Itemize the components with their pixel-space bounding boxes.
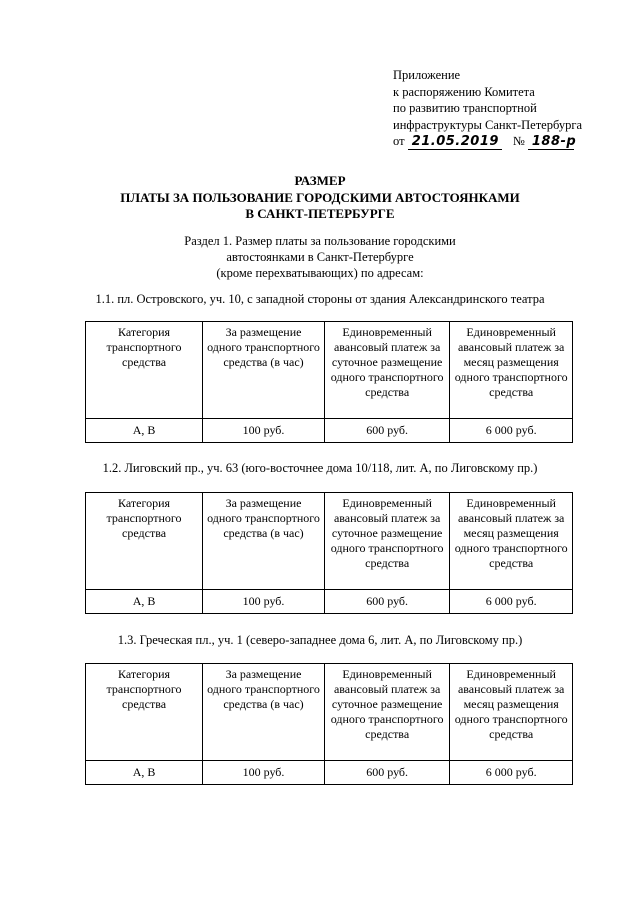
number-prefix: № <box>512 134 525 148</box>
title-line-3: В САНКТ-ПЕТЕРБУРГЕ <box>245 206 395 221</box>
fee-table-2 <box>85 492 573 614</box>
col-daily-fee: Единовременный авансовый платеж за суточное размещение одного транспортного средства <box>324 664 449 761</box>
section-line-3: (кроме перехватывающих) по адресам: <box>216 266 424 280</box>
cell-daily: 600 руб. <box>324 419 449 443</box>
location-heading-2: 1.2. Лиговский пр., уч. 63 (юго-восточнее дома 10/118, лит. А, по Лиговскому пр.) <box>102 461 538 475</box>
fee-table-3 <box>85 663 573 785</box>
fee-table-1 <box>85 321 573 443</box>
col-monthly-fee: Единовременный авансовый платеж за месяц размещения одного транспортного средства <box>450 493 573 590</box>
appendix-title: Приложение <box>393 68 461 82</box>
cell-monthly: 6 000 руб. <box>450 419 573 443</box>
appendix-date-line <box>393 133 582 150</box>
section-line-2: автостоянками в Санкт-Петербурге <box>226 250 414 264</box>
section-line-1: Раздел 1. Размер платы за пользование городскими <box>184 234 456 248</box>
col-vehicle-category: Категория транспортного средства <box>86 493 203 590</box>
handwritten-date: 21.05.2019 <box>408 135 502 150</box>
col-hourly-fee: За размещение одного транспортного средства (в час) <box>203 664 325 761</box>
table-header-row <box>86 322 573 419</box>
table-header-row <box>86 493 573 590</box>
appendix-block <box>393 67 582 150</box>
col-daily-fee: Единовременный авансовый платеж за суточное размещение одного транспортного средства <box>324 493 449 590</box>
appendix-line-3: по развитию транспортной <box>393 101 537 115</box>
date-prefix: от <box>393 134 405 148</box>
col-vehicle-category: Категория транспортного средства <box>86 664 203 761</box>
col-monthly-fee: Единовременный авансовый платеж за месяц размещения одного транспортного средства <box>450 322 573 419</box>
col-hourly-fee: За размещение одного транспортного средства (в час) <box>203 493 325 590</box>
cell-daily: 600 руб. <box>324 590 449 614</box>
col-hourly-fee: За размещение одного транспортного средства (в час) <box>203 322 325 419</box>
cell-hourly: 100 руб. <box>203 761 325 785</box>
document-title <box>0 173 640 223</box>
col-vehicle-category: Категория транспортного средства <box>86 322 203 419</box>
location-heading-3: 1.3. Греческая пл., уч. 1 (северо-западнее дома 6, лит. А, по Лиговскому пр.) <box>117 633 523 647</box>
title-line-2: ПЛАТЫ ЗА ПОЛЬЗОВАНИЕ ГОРОДСКИМИ АВТОСТОЯНКАМИ <box>120 189 520 205</box>
location-heading-1: 1.1. пл. Островского, уч. 10, с западной стороны от здания Александринского театра <box>95 292 545 306</box>
cell-category: А, В <box>86 419 203 443</box>
table-row <box>86 761 573 785</box>
appendix-line-4: инфраструктуры Санкт-Петербурга <box>393 117 583 132</box>
section-heading <box>0 233 640 281</box>
table-row <box>86 419 573 443</box>
cell-monthly: 6 000 руб. <box>450 761 573 785</box>
cell-daily: 600 руб. <box>324 761 449 785</box>
cell-category: А, В <box>86 761 203 785</box>
cell-hourly: 100 руб. <box>203 419 325 443</box>
table-header-row <box>86 664 573 761</box>
handwritten-number: 188-р <box>528 135 574 150</box>
col-monthly-fee: Единовременный авансовый платеж за месяц размещения одного транспортного средства <box>450 664 573 761</box>
table-row <box>86 590 573 614</box>
cell-monthly: 6 000 руб. <box>450 590 573 614</box>
col-daily-fee: Единовременный авансовый платеж за суточное размещение одного транспортного средства <box>324 322 449 419</box>
cell-hourly: 100 руб. <box>203 590 325 614</box>
cell-category: А, В <box>86 590 203 614</box>
appendix-line-2: к распоряжению Комитета <box>393 84 535 99</box>
title-line-1: РАЗМЕР <box>294 173 346 188</box>
